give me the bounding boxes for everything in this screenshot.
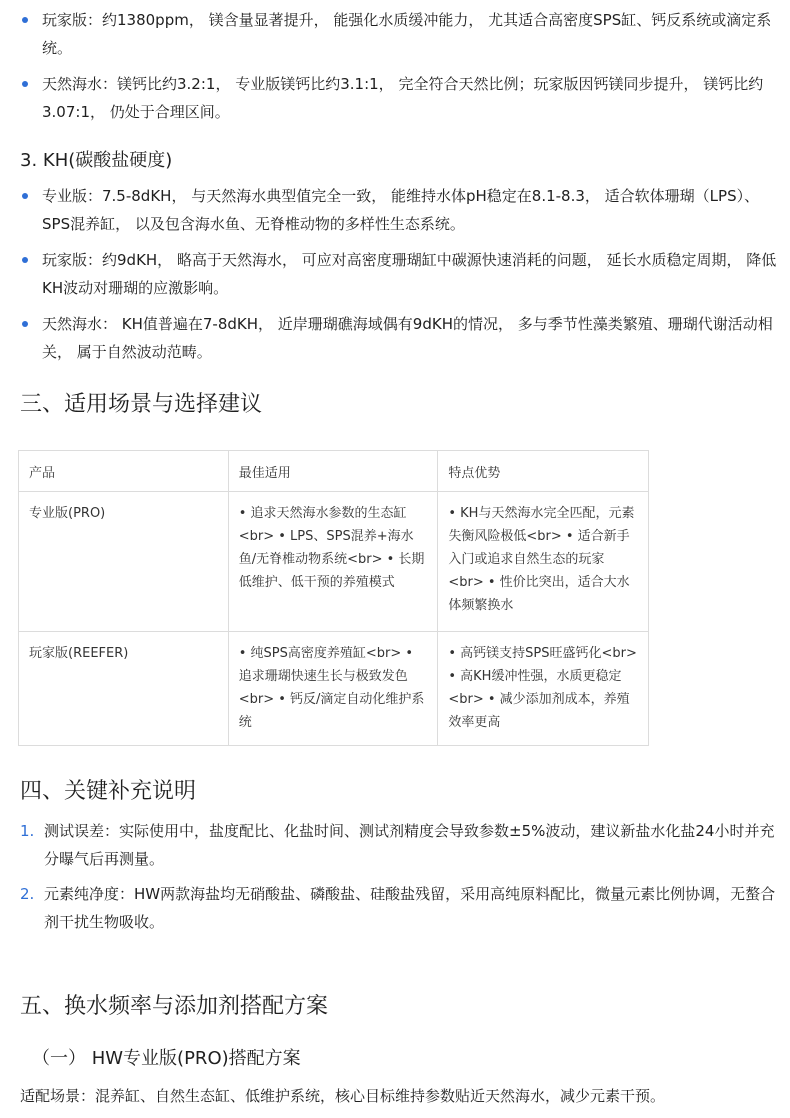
kh-heading: 3. KH(碳酸盐硬度) <box>20 150 173 171</box>
table-cell: 玩家版(REEFER) <box>19 632 229 746</box>
list-item: 玩家版：约1380ppm， 镁含量显著提升， 能强化水质缓冲能力， 尤其适合高密度SPS缸、钙反系统或滴定系统。 <box>22 6 782 62</box>
column-header: 产品 <box>19 451 229 492</box>
table-cell: • 追求天然海水参数的生态缸<br> • LPS、SPS混养+海水鱼/无脊椎动物系统<br> • 长期低维护、低干预的养殖模式 <box>228 492 438 632</box>
section-heading: 五、换水频率与添加剂搭配方案 <box>20 994 329 1019</box>
table-row <box>19 492 649 632</box>
comparison-table <box>18 450 649 746</box>
table-cell: • 高钙镁支持SPS旺盛钙化<br> • 高KH缓冲性强，水质更稳定<br> • 减少添加剂成本，养殖效率更高 <box>438 632 649 746</box>
list-item: 专业版：7.5-8dKH， 与天然海水典型值完全一致， 能维持水体pH稳定在8.1-8.3， 适合软体珊瑚（LPS）、SPS混养缸， 以及包含海水鱼、无脊椎动物的多样性生态系统。 <box>22 182 782 238</box>
list-item: 天然海水：镁钙比约3.2:1， 专业版镁钙比约3.1:1， 完全符合天然比例；玩家版因钙镁同步提升， 镁钙比约3.07:1， 仍处于合理区间。 <box>22 70 782 126</box>
list-item: 天然海水： KH值普遍在7-8dKH， 近岸珊瑚礁海域偶有9dKH的情况， 多与季节性藻类繁殖、珊瑚代谢活动相关， 属于自然波动范畴。 <box>22 310 782 366</box>
section-heading: 三、适用场景与选择建议 <box>20 392 263 417</box>
list-item: 1. 测试误差：实际使用中，盐度配比、化盐时间、测试剂精度会导致参数±5%波动，建议新盐水化盐24小时并充分曝气后再测量。 <box>20 817 780 873</box>
column-header: 最佳适用 <box>228 451 438 492</box>
list-number: 1. <box>20 822 35 840</box>
bullet-dot-icon <box>22 193 28 199</box>
table-row <box>19 632 649 746</box>
bullet-dot-icon <box>22 17 28 23</box>
bullet-dot-icon <box>22 81 28 87</box>
bullet-dot-icon <box>22 321 28 327</box>
table-cell: • 纯SPS高密度养殖缸<br> • 追求珊瑚快速生长与极致发色<br> • 钙反/滴定自动化维护系统 <box>228 632 438 746</box>
paragraph: 适配场景：混养缸、自然生态缸、低维护系统，核心目标维持参数贴近天然海水，减少元素干预。 <box>20 1087 666 1105</box>
table-cell: 专业版(PRO) <box>19 492 229 632</box>
table-header-row <box>19 451 649 492</box>
list-item: 玩家版：约9dKH， 略高于天然海水， 可应对高密度珊瑚缸中碳源快速消耗的问题， 延长水质稳定周期， 降低KH波动对珊瑚的应激影响。 <box>22 246 782 302</box>
subsection-heading: （一） HW专业版(PRO)搭配方案 <box>32 1048 301 1069</box>
bullet-dot-icon <box>22 257 28 263</box>
list-number: 2. <box>20 885 35 903</box>
list-item: 2. 元素纯净度：HW两款海盐均无硝酸盐、磷酸盐、硅酸盐残留，采用高纯原料配比，微量元素比例协调，无螯合剂干扰生物吸收。 <box>20 880 780 936</box>
table-cell: • KH与天然海水完全匹配，元素失衡风险极低<br> • 适合新手入门或追求自然生态的玩家<br> • 性价比突出，适合大水体频繁换水 <box>438 492 649 632</box>
section-heading: 四、关键补充说明 <box>20 779 197 804</box>
column-header: 特点优势 <box>438 451 649 492</box>
